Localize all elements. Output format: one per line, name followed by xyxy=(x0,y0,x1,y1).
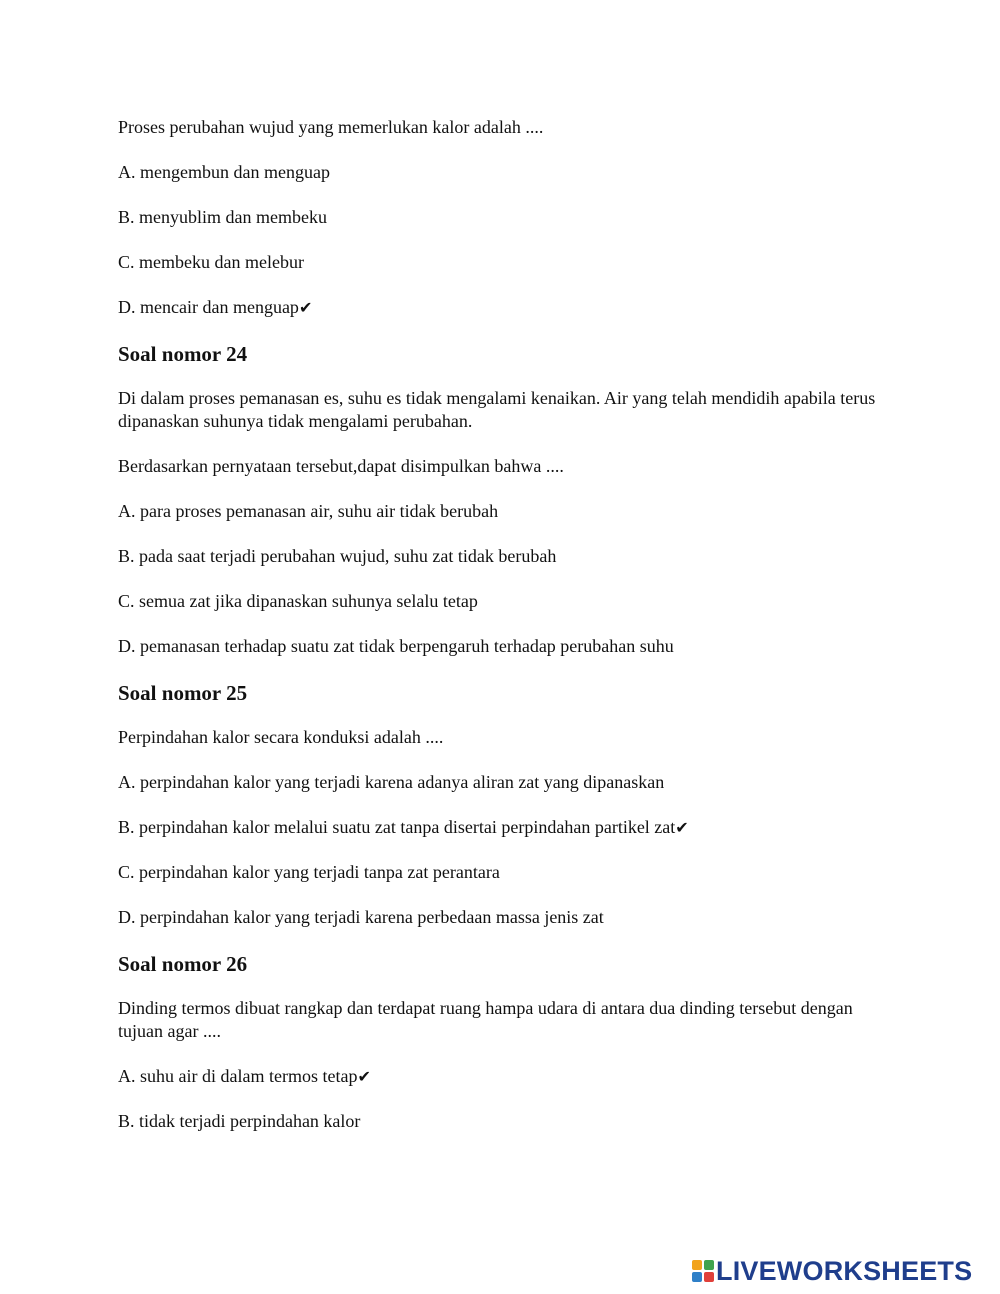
q25-option-c: C. perpindahan kalor yang terjadi tanpa zat perantara xyxy=(118,862,500,882)
logo-square-icon xyxy=(692,1260,702,1270)
q24-statement: Di dalam proses pemanasan es, suhu es tidak mengalami kenaikan. Air yang telah mendidih apabila terus dipanaskan suhunya tidak mengalami perubahan. xyxy=(118,388,876,431)
logo-square-icon xyxy=(692,1272,702,1282)
q24-option-b: B. pada saat terjadi perubahan wujud, suhu zat tidak berubah xyxy=(118,546,557,566)
worksheet-content xyxy=(118,116,878,1155)
q26-heading: Soal nomor 26 xyxy=(118,952,248,976)
liveworksheets-logo-icon xyxy=(692,1260,714,1282)
q25-option-d: D. perpindahan kalor yang terjadi karena perbedaan massa jenis zat xyxy=(118,907,604,927)
q24-heading: Soal nomor 24 xyxy=(118,342,248,366)
correct-check-icon: ✔ xyxy=(675,818,689,837)
q24-option-d: D. pemanasan terhadap suatu zat tidak berpengaruh terhadap perubahan suhu xyxy=(118,636,674,656)
q23-option-c: C. membeku dan melebur xyxy=(118,252,304,272)
q25-option-a: A. perpindahan kalor yang terjadi karena adanya aliran zat yang dipanaskan xyxy=(118,772,665,792)
q25-option-b: B. perpindahan kalor melalui suatu zat tanpa disertai perpindahan partikel zat✔ xyxy=(118,817,689,837)
q25-heading: Soal nomor 25 xyxy=(118,681,248,705)
logo-square-icon xyxy=(704,1272,714,1282)
q23-option-b: B. menyublim dan membeku xyxy=(118,207,327,227)
q24-question: Berdasarkan pernyataan tersebut,dapat disimpulkan bahwa .... xyxy=(118,456,564,476)
q23-option-d: D. mencair dan menguap✔ xyxy=(118,297,313,317)
q26-option-a: A. suhu air di dalam termos tetap✔ xyxy=(118,1066,371,1086)
q26-option-b: B. tidak terjadi perpindahan kalor xyxy=(118,1111,361,1131)
logo-text: LIVEWORKSHEETS xyxy=(716,1256,973,1286)
q24-option-c: C. semua zat jika dipanaskan suhunya selalu tetap xyxy=(118,591,478,611)
q23-question: Proses perubahan wujud yang memerlukan kalor adalah .... xyxy=(118,117,544,137)
correct-check-icon: ✔ xyxy=(357,1067,371,1086)
q23-option-a: A. mengembun dan menguap xyxy=(118,162,330,182)
q24-option-a: A. para proses pemanasan air, suhu air tidak berubah xyxy=(118,501,499,521)
correct-check-icon: ✔ xyxy=(298,298,313,317)
logo-square-icon xyxy=(704,1260,714,1270)
q25-question: Perpindahan kalor secara konduksi adalah .... xyxy=(118,727,444,747)
q26-question: Dinding termos dibuat rangkap dan terdapat ruang hampa udara di antara dua dinding tersebut dengan tujuan agar .... xyxy=(118,998,853,1041)
liveworksheets-logo xyxy=(692,1257,972,1285)
